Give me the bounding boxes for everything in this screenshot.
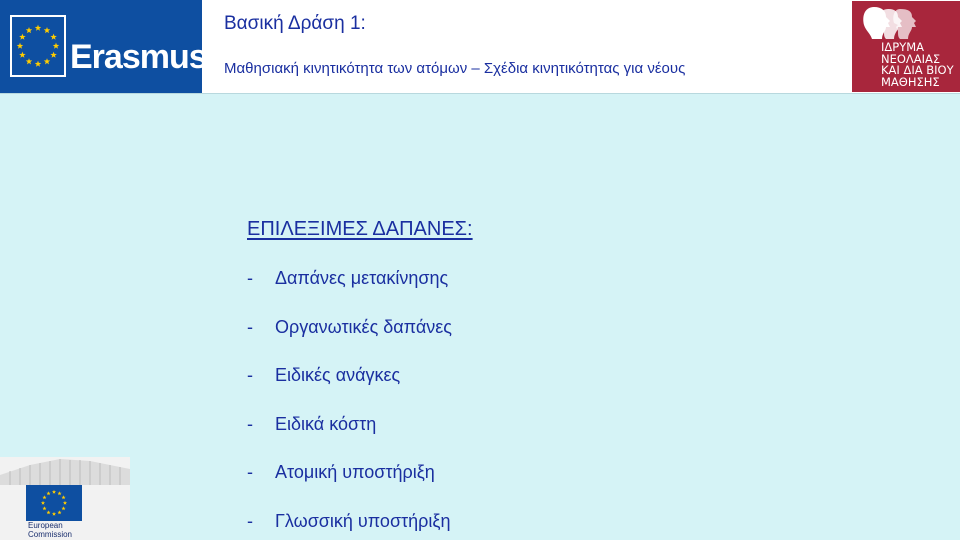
eu-star — [63, 501, 67, 505]
eu-star — [53, 43, 59, 49]
list-item — [247, 317, 452, 366]
eu-star — [57, 510, 61, 514]
eu-flag-icon — [10, 15, 66, 77]
list-item-text: Οργανωτικές δαπάνες — [275, 316, 452, 337]
eu-star — [50, 34, 56, 40]
bullet-marker: - — [247, 413, 253, 434]
list-item-text: Ειδικές ανάγκες — [275, 365, 401, 385]
european-commission-logo — [0, 457, 130, 540]
header-subtitle: Μαθησιακή κινητικότητα των ατόμων – Σχέδια κινητικότητας για νέους — [224, 60, 686, 77]
european-commission-text — [28, 521, 72, 539]
ec-logo-line: European — [28, 521, 63, 530]
inedivim-logo-line: ΝΕΟΛΑΙΑΣ — [881, 51, 941, 66]
list-item — [247, 414, 452, 463]
erasmus-plus-wordmark: Erasmus+ — [70, 38, 226, 76]
inedivim-logo — [852, 1, 960, 92]
eligible-costs-list — [247, 268, 452, 540]
eu-star — [26, 27, 32, 33]
header-title: Βασική Δράση 1: — [224, 13, 366, 34]
eu-star — [52, 512, 56, 516]
eu-star — [19, 34, 25, 40]
inedivim-logo-line: ΜΑΘΗΣΗΣ — [881, 74, 940, 89]
eligible-costs-heading: ΕΠΙΛΕΞΙΜΕΣ ΔΑΠΑΝΕΣ: — [247, 218, 473, 240]
eu-star — [44, 27, 50, 33]
inedivim-logo-line: ΚΑΙ ΔΙΑ ΒΙΟΥ — [881, 63, 954, 77]
list-item-text: Δαπάνες μετακίνησης — [275, 268, 449, 288]
erasmus-plus-logo — [0, 0, 226, 93]
eu-star — [41, 501, 45, 505]
eu-flag-icon — [26, 485, 82, 521]
eu-star — [61, 495, 65, 499]
eu-star — [35, 25, 41, 31]
eu-star — [42, 495, 46, 499]
inedivim-logo-line: ΙΔΡΥΜΑ — [881, 40, 925, 54]
eu-star — [57, 491, 61, 495]
faces-profile-icon — [860, 3, 920, 43]
eu-star — [26, 58, 32, 64]
list-item-text: Ειδικά κόστη — [275, 413, 377, 434]
eu-star — [50, 52, 56, 58]
bullet-marker: - — [247, 510, 253, 531]
eu-star — [19, 52, 25, 58]
ec-logo-line: Commission — [28, 530, 73, 539]
eu-star — [46, 491, 50, 495]
inedivim-logo-text — [881, 42, 954, 88]
eu-star — [17, 43, 23, 49]
bullet-marker: - — [247, 365, 253, 385]
bullet-marker: - — [247, 462, 253, 482]
header-bar — [0, 0, 960, 94]
bullet-marker: - — [247, 316, 253, 337]
bullet-marker: - — [247, 268, 253, 288]
list-item — [247, 268, 452, 317]
eu-star — [44, 58, 50, 64]
eu-star — [46, 510, 50, 514]
eu-star — [42, 506, 46, 510]
list-item — [247, 462, 452, 511]
eu-star — [35, 61, 41, 67]
list-item-text: Γλωσσική υποστήριξη — [275, 510, 451, 531]
list-item — [247, 365, 452, 414]
list-item-text: Ατομική υποστήριξη — [275, 462, 435, 482]
eu-star — [52, 490, 56, 494]
list-item — [247, 511, 452, 540]
eu-star — [61, 506, 65, 510]
